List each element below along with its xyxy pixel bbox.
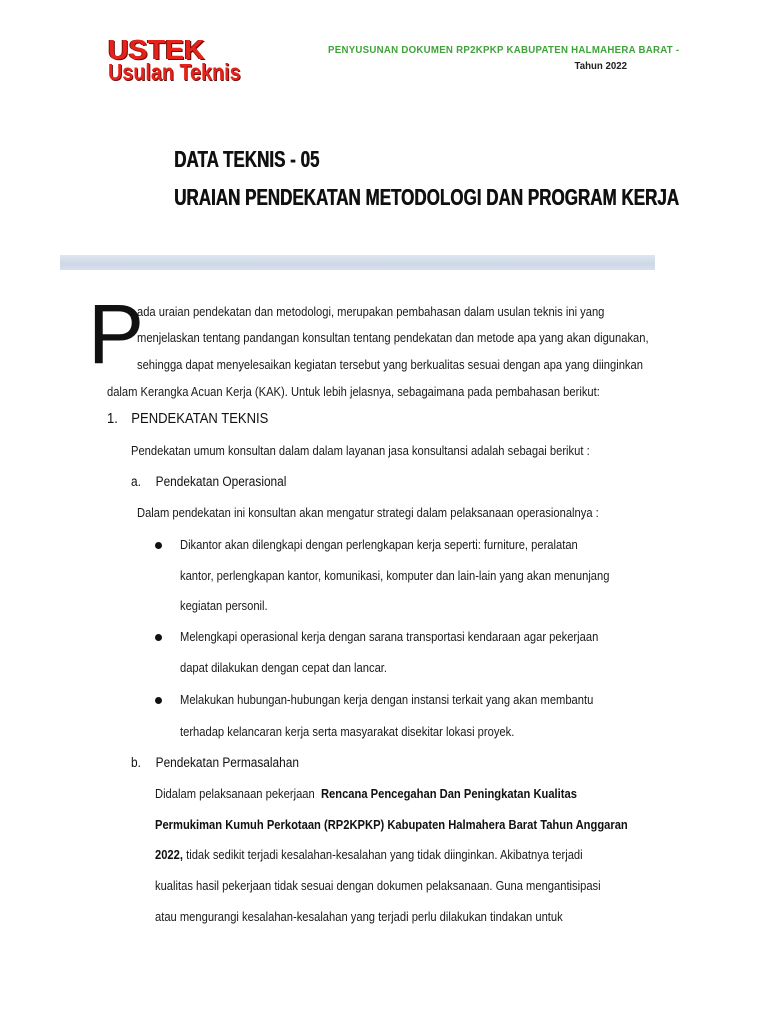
subheading-label: a. bbox=[131, 474, 141, 489]
subheading-label: b. bbox=[131, 755, 141, 770]
page-title-line1: DATA TEKNIS - 05 bbox=[174, 146, 320, 172]
sub-b-line-5: atau mengurangi kesalahan-kesalahan yang terjadi perlu dilakukan tindakan untuk bbox=[155, 909, 563, 924]
sub-b-line-2 bbox=[155, 817, 628, 832]
title-divider-band bbox=[60, 255, 655, 270]
intro-line-4: dalam Kerangka Acuan Kerja (KAK). Untuk lebih jelasnya, sebagaimana pada pembahasan berikut: bbox=[107, 384, 600, 399]
bullet1-line-1: Dikantor akan dilengkapi dengan perlengkapan kerja seperti: furniture, peralatan bbox=[180, 537, 578, 552]
bullet1-line-3: kegiatan personil. bbox=[180, 598, 268, 613]
bullet2-line-2: dapat dilakukan dengan cepat dan lancar. bbox=[180, 660, 388, 675]
logo-ustek: USTEK bbox=[108, 34, 205, 65]
header-document-title: PENYUSUNAN DOKUMEN RP2KPKP KABUPATEN HALMAHERA BARAT - bbox=[328, 44, 680, 56]
sub-b-line-4: kualitas hasil pekerjaan tidak sesuai dengan dokumen pelaksanaan. Guna mengantisipasi bbox=[155, 878, 601, 893]
subheading-pendekatan-permasalahan bbox=[131, 755, 299, 770]
bullet3-line-1: Melakukan hubungan-hubungan kerja dengan instansi terkait yang akan membantu bbox=[180, 692, 594, 707]
section1-intro: Pendekatan umum konsultan dalam dalam layanan jasa konsultansi adalah sebagai berikut : bbox=[131, 443, 590, 458]
sub-b-line-3-text: tidak sedikit terjadi kesalahan-kesalahan yang tidak diinginkan. Akibatnya terjadi bbox=[186, 847, 583, 862]
sub-b-project-year: 2022, bbox=[155, 847, 183, 862]
sub-a-intro: Dalam pendekatan ini konsultan akan mengatur strategi dalam pelaksanaan operasionalnya : bbox=[137, 505, 599, 520]
bullet-dot-icon bbox=[155, 634, 162, 641]
sub-b-project-name-1: Rencana Pencegahan Dan Peningkatan Kualitas bbox=[320, 786, 577, 801]
logo-usulan-teknis: Usulan Teknis bbox=[108, 59, 241, 85]
bullet1-line-2: kantor, perlengkapan kantor, komunikasi, komputer dan lain-lain yang akan menunjang bbox=[180, 568, 610, 583]
intro-line-3: sehingga dapat menyelesaikan kegiatan tersebut yang berkualitas sesuai dengan apa yang diinginkan bbox=[137, 357, 643, 372]
subheading-title: Pendekatan Operasional bbox=[155, 474, 287, 489]
section-number: 1. bbox=[107, 411, 118, 427]
subheading-title: Pendekatan Permasalahan bbox=[155, 755, 299, 770]
intro-line-1: ada uraian pendekatan dan metodologi, merupakan pembahasan dalam usulan teknis ini yang bbox=[137, 304, 605, 319]
drop-cap: P bbox=[88, 287, 145, 381]
page-title-line2: URAIAN PENDEKATAN METODOLOGI DAN PROGRAM KERJA bbox=[174, 184, 679, 210]
intro-line-2: menjelaskan tentang pandangan konsultan tentang pendekatan dan metode apa yang akan digunakan, bbox=[137, 330, 649, 345]
bullet-dot-icon bbox=[155, 697, 162, 704]
sub-b-line-3 bbox=[155, 847, 583, 862]
header-year: Tahun 2022 bbox=[574, 60, 627, 72]
sub-b-line-1 bbox=[155, 786, 577, 801]
subheading-pendekatan-operasional bbox=[131, 474, 286, 489]
bullet-dot-icon bbox=[155, 542, 162, 549]
sub-b-project-name-2: Permukiman Kumuh Perkotaan (RP2KPKP) Kabupaten Halmahera Barat Tahun Anggaran bbox=[155, 817, 628, 832]
bullet2-line-1: Melengkapi operasional kerja dengan sarana transportasi kendaraan agar pekerjaan bbox=[180, 629, 599, 644]
bullet3-line-2: terhadap kelancaran kerja serta masyarakat disekitar lokasi proyek. bbox=[180, 724, 515, 739]
section-title: PENDEKATAN TEKNIS bbox=[131, 411, 269, 427]
section-heading-pendekatan-teknis bbox=[107, 411, 268, 427]
sub-b-line-1-text: Didalam pelaksanaan pekerjaan bbox=[155, 786, 315, 801]
